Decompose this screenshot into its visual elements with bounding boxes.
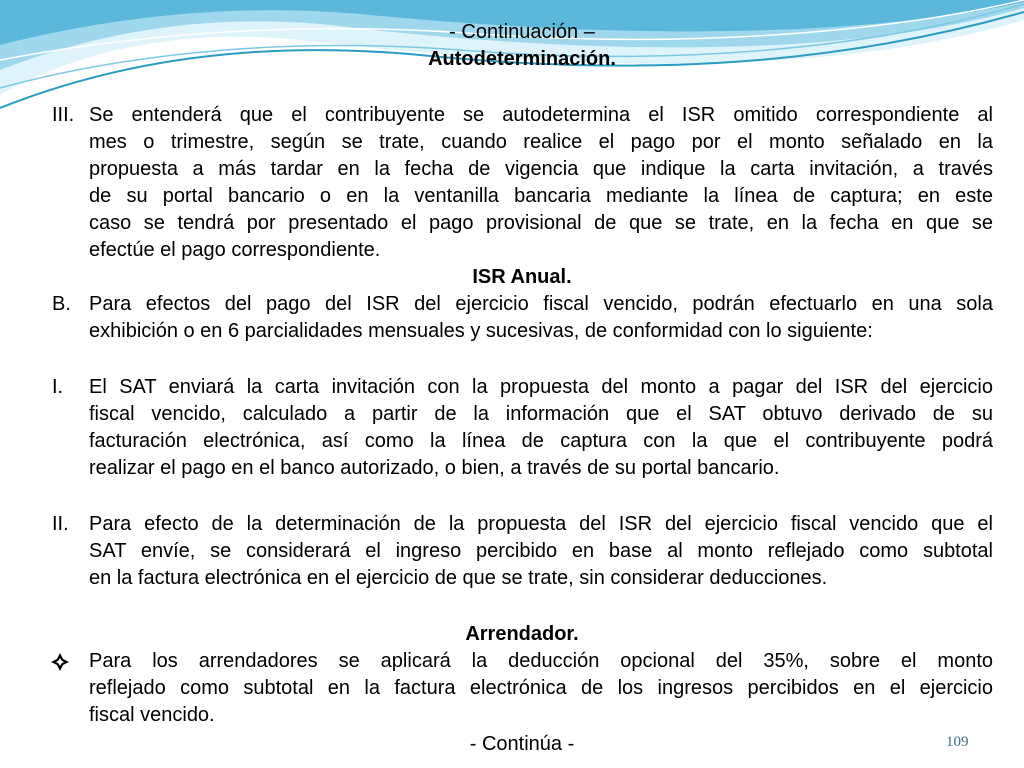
isr-anual-heading: ISR Anual. [472, 266, 572, 288]
section-ii-line-2: SAT envíe, se considerará el ingreso percibido en base al monto reflejado como subtotal [89, 540, 993, 562]
section-b-line-2: exhibición o en 6 parcialidades mensuales y sucesivas, de conformidad con lo siguiente: [89, 320, 873, 342]
page-number: 109 [946, 734, 969, 750]
section-iii-line-3: propuesta a más tardar en la fecha de vigencia que indique la carta invitación, a través [89, 158, 993, 180]
section-iii-line-1: Se entenderá que el contribuyente se autodetermina el ISR omitido correspondiente al [89, 104, 993, 126]
section-b-line-1: Para efectos del pago del ISR del ejercicio fiscal vencido, podrán efectuarlo en una sola [89, 293, 993, 315]
section-i-line-3: facturación electrónica, así como la línea de captura con la que el contribuyente podrá [89, 430, 993, 452]
section-ii-line-3: en la factura electrónica en el ejercicio de que se trate, sin considerar deducciones. [89, 567, 828, 589]
arrendador-heading: Arrendador. [465, 623, 579, 645]
section-iii-marker: III. [52, 104, 75, 126]
page-title: Autodeterminación. [428, 48, 616, 70]
section-ii-line-1: Para efecto de la determinación de la propuesta del ISR del ejercicio fiscal vencido que el [89, 513, 993, 535]
arrendador-line-2: reflejado como subtotal en la factura electrónica de los ingresos percibidos en el ejercicio [89, 677, 993, 699]
arrendador-line-3: fiscal vencido. [89, 704, 215, 726]
section-iii-line-6: efectúe el pago correspondiente. [89, 239, 381, 261]
continua-footer: - Continúa - [469, 733, 575, 755]
arrendador-line-1: Para los arrendadores se aplicará la deducción opcional del 35%, sobre el monto [89, 650, 993, 672]
continuation-heading: - Continuación – [449, 21, 595, 43]
section-i-line-4: realizar el pago en el banco autorizado, o bien, a través de su portal bancario. [89, 457, 780, 479]
section-iii-line-4: de su portal bancario o en la ventanilla bancaria mediante la línea de captura; en este [89, 185, 993, 207]
section-i-line-2: fiscal vencido, calculado a partir de la información que el SAT obtuvo derivado de su [89, 403, 993, 425]
section-iii-line-2: mes o trimestre, según se trate, cuando realice el pago por el monto señalado en la [89, 131, 993, 153]
section-iii-line-5: caso se tendrá por presentado el pago provisional de que se trate, en la fecha en que se [89, 212, 993, 234]
section-ii-marker: II. [52, 513, 69, 535]
section-i-marker: I. [52, 376, 64, 398]
diamond-bullet-icon [50, 652, 70, 672]
section-i-line-1: El SAT enviará la carta invitación con la propuesta del monto a pagar del ISR del ejercicio [89, 376, 993, 398]
section-b-marker: B. [52, 293, 71, 315]
